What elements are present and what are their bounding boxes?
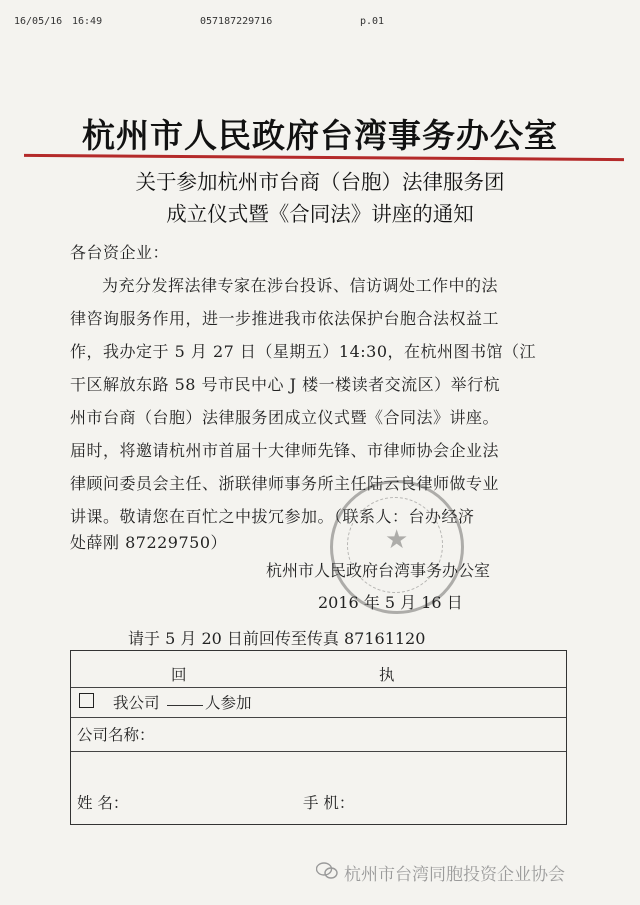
body-line: 干区解放东路 58 号市民中心 J 楼一楼读者交流区）举行杭 [70,375,501,394]
receipt-title-right: 执 [379,666,395,684]
contact-row [71,751,566,823]
attend-checkbox[interactable] [79,693,94,708]
body-line: 作，我办定于 5 月 27 日（星期五）14:30，在杭州图书馆（江 [70,342,536,361]
attend-prefix: 我公司 [113,694,160,712]
company-name-label: 公司名称： [77,726,155,744]
phone-label: 手 机： [303,794,355,812]
wechat-icon [316,862,338,880]
body-line: 律顾问委员会主任、浙联律师事务所主任陆云良律师做专业 [70,474,500,493]
watermark-text: 杭州市台湾同胞投资企业协会 [344,865,565,885]
company-row [71,717,566,752]
fax-number: 057187229716 [200,16,273,27]
attend-suffix: 人参加 [205,694,252,712]
fax-date: 16/05/16 [14,16,63,27]
seal-star-icon: ★ [385,525,409,555]
salutation: 各台资企业： [70,243,170,262]
notice-title-line2: 成立仪式暨《合同法》讲座的通知 [166,202,474,226]
body-line: 州市台商（台胞）法律服务团成立仪式暨《合同法》讲座。 [70,408,500,427]
fax-header [14,16,614,32]
attendee-count-field[interactable] [167,705,203,706]
signature-org: 杭州市人民政府台湾事务办公室 [266,561,491,580]
receipt-title-left: 回 [171,666,187,684]
body-line: 处薛刚 87229750） [70,533,228,552]
fax-page: p.01 [360,16,385,27]
fax-time: 16:49 [72,16,103,27]
person-name-label: 姓 名： [77,794,129,812]
receipt-form [70,650,567,825]
signature-date: 2016 年 5 月 16 日 [318,593,463,612]
attendance-row [71,687,566,718]
body-line: 为充分发挥法律专家在涉台投诉、信访调处工作中的法 [102,276,499,295]
notice-title-line1: 关于参加杭州市台商（台胞）法律服务团 [135,170,505,194]
body-line: 讲课。敬请您在百忙之中拔冗参加。（联系人：台办经济 [70,507,475,526]
body-line: 届时，将邀请杭州市首届十大律师先锋、市律师协会企业法 [70,441,500,460]
fax-instruction: 请于 5 月 20 日前回传至传真 87161120 [128,629,426,648]
body-line: 律咨询服务作用，进一步推进我市依法保护台胞合法权益工 [70,309,500,328]
receipt-title-row [71,651,566,688]
org-title: 杭州市人民政府台湾事务办公室 [82,116,558,155]
